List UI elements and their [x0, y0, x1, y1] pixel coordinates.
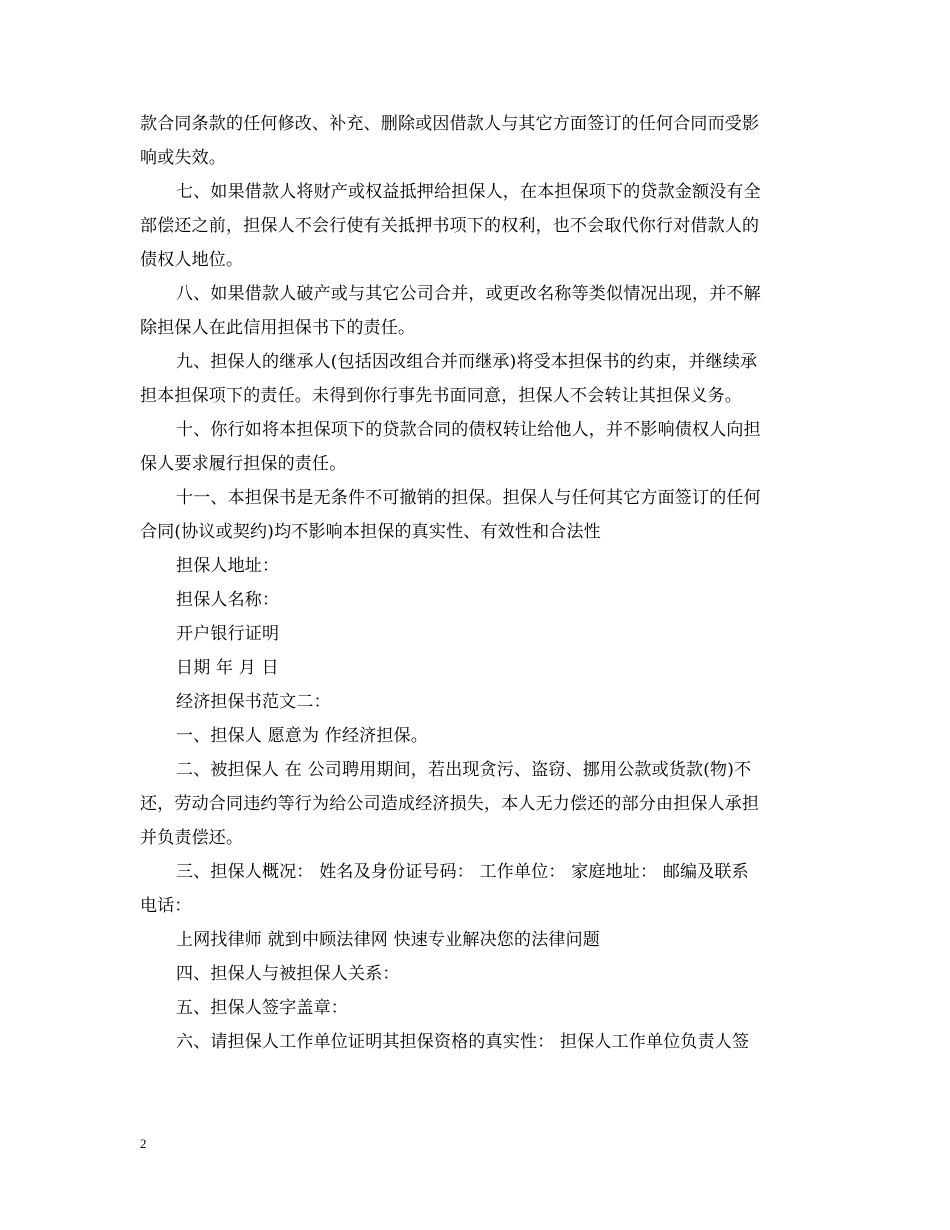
paragraph-10: 十、你行如将本担保项下的贷款合同的债权转让给他人，并不影响债权人向担	[176, 420, 761, 440]
clause-3: 三、担保人概况： 姓名及身份证号码： 工作单位： 家庭地址： 邮编及联系	[176, 862, 749, 882]
page-number: 2	[140, 1136, 147, 1151]
text-line: 除担保人在此信用担保书下的责任。	[140, 318, 416, 338]
text-line: 部偿还之前，担保人不会行使有关抵押书项下的权利，也不会取代你行对借款人的	[140, 216, 760, 236]
date-label: 日期 年 月 日	[176, 658, 279, 678]
clause-4: 四、担保人与被担保人关系：	[176, 964, 400, 984]
text-line: 并负责偿还。	[140, 828, 244, 848]
text-line: 响或失效。	[140, 148, 226, 168]
text-line: 还，劳动合同违约等行为给公司造成经济损失，本人无力偿还的部分由担保人承担	[140, 794, 760, 814]
clause-1: 一、担保人 愿意为 作经济担保。	[176, 726, 429, 746]
clause-2: 二、被担保人 在 公司聘用期间，若出现贪污、盗窃、挪用公款或货款(物)不	[176, 760, 752, 780]
paragraph-7: 七、如果借款人将财产或权益抵押给担保人，在本担保项下的贷款金额没有全	[176, 182, 761, 202]
paragraph-11: 十一、本担保书是无条件不可撤销的担保。担保人与任何其它方面签订的任何	[176, 488, 761, 508]
text-line: 电话：	[140, 896, 192, 916]
text-line: 合同(协议或契约)均不影响本担保的真实性、有效性和合法性	[140, 522, 601, 542]
bank-certificate-label: 开户银行证明	[176, 624, 280, 644]
clause-5: 五、担保人签字盖章：	[176, 998, 348, 1018]
paragraph-9: 九、担保人的继承人(包括因改组合并而继承)将受本担保书的约束，并继续承	[176, 352, 758, 372]
section-heading: 经济担保书范文二：	[176, 692, 331, 712]
text-line: 担本担保项下的责任。未得到你行事先书面同意，担保人不会转让其担保义务。	[140, 386, 742, 406]
advert-line: 上网找律师 就到中顾法律网 快速专业解决您的法律问题	[176, 930, 601, 950]
guarantor-address-label: 担保人地址：	[176, 556, 280, 576]
paragraph-8: 八、如果借款人破产或与其它公司合并，或更改名称等类似情况出现，并不解	[176, 284, 761, 304]
text-line: 款合同条款的任何修改、补充、删除或因借款人与其它方面签订的任何合同而受影	[140, 114, 760, 134]
text-line: 保人要求履行担保的责任。	[140, 454, 347, 474]
clause-6: 六、请担保人工作单位证明其担保资格的真实性： 担保人工作单位负责人签	[176, 1032, 750, 1052]
text-line: 债权人地位。	[140, 250, 244, 270]
guarantor-name-label: 担保人名称：	[176, 590, 280, 610]
